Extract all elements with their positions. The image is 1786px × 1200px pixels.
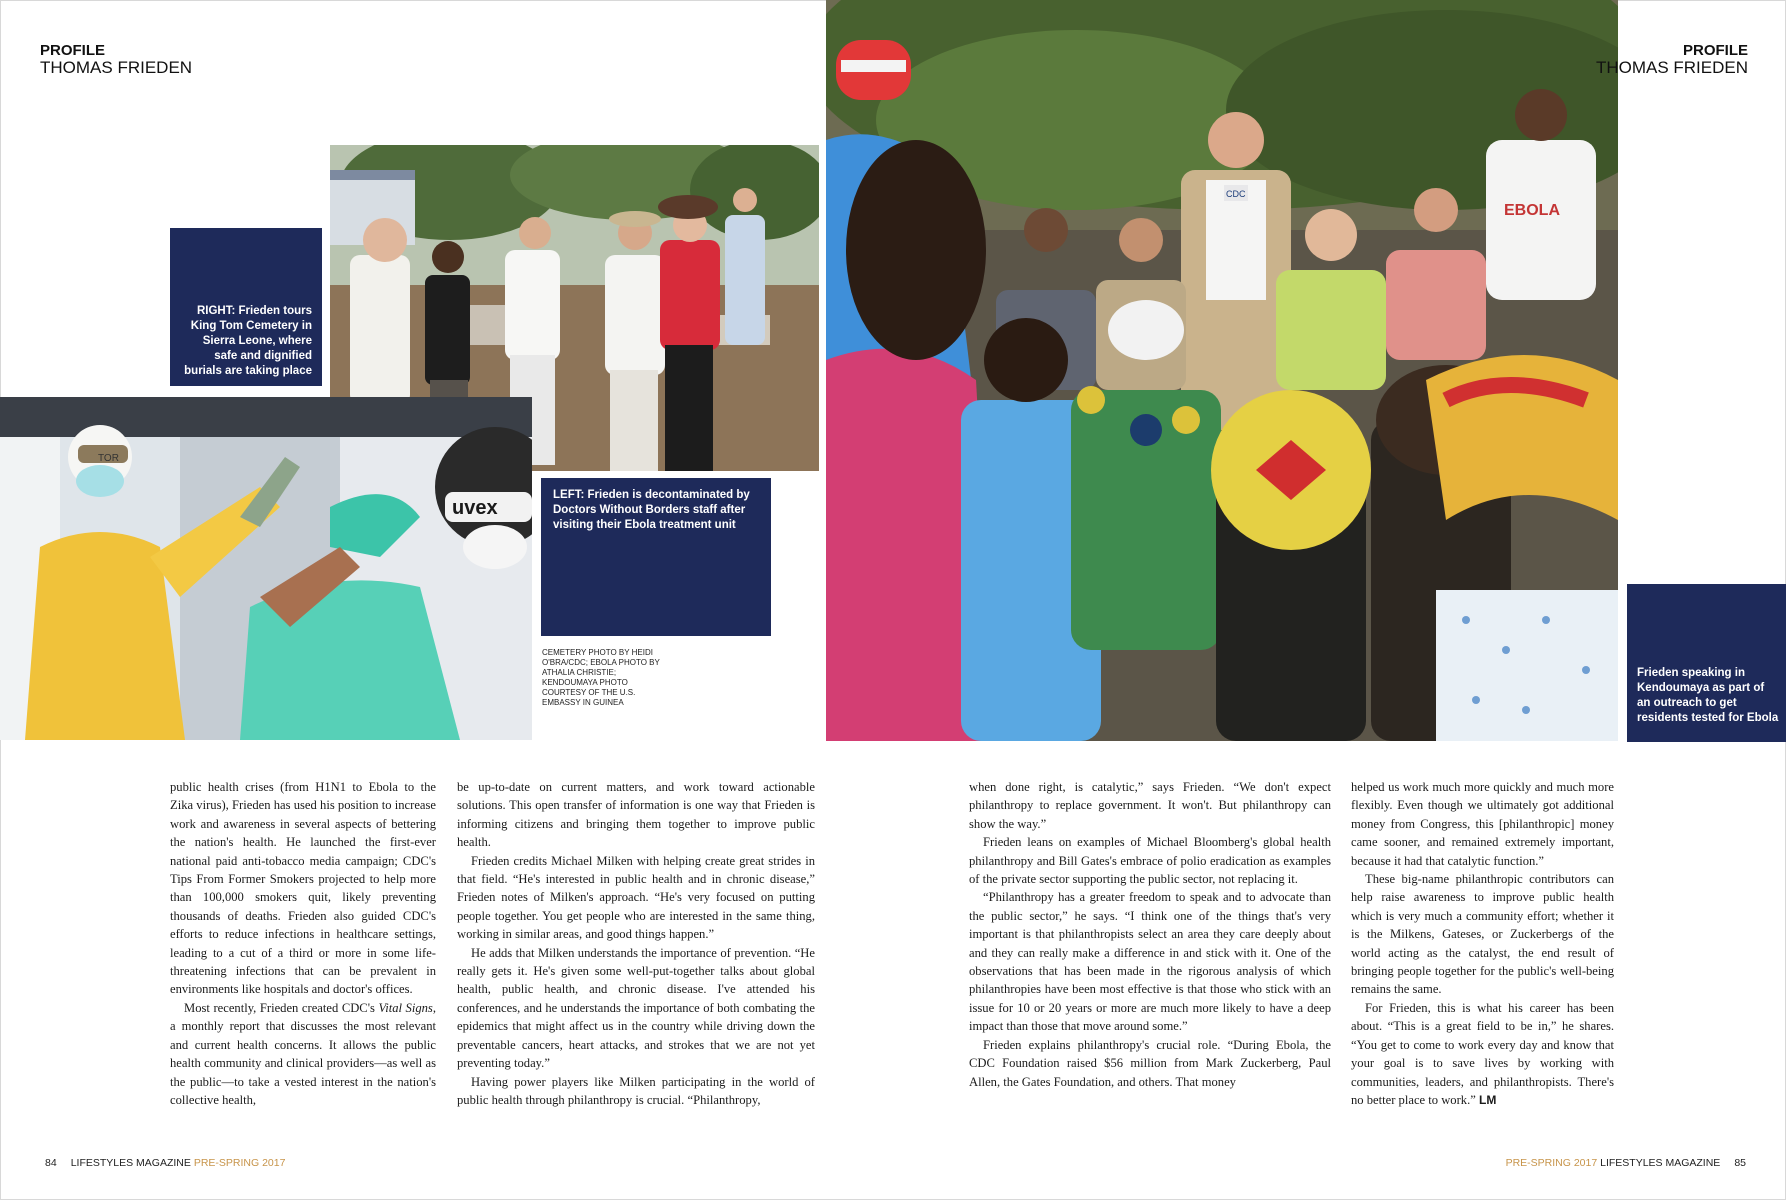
paragraph: Frieden explains philanthropy's crucial role. “During Ebola, the CDC Foundation raised $56 million from Mark Zuckerberg, Paul Allen, the Gates Foundation, and others. That money	[969, 1037, 1331, 1089]
body-column-3	[969, 778, 1331, 1091]
paragraph: “Philanthropy has a greater freedom to speak and to advocate than the public sector,” he says. “I think one of the things that's very important is that philanthropists select an area they care deeply about and they can really make a difference in and stick with it. One of the observations that has been made in the rigorous analysis of which philanthropies have been most effective is that those who stick with an issue for 10 or 20 years or more are much more likely to have a deep impact than those that move around some.”	[969, 890, 1331, 1034]
paragraph: helped us work much more quickly and much more flexibly. Even though we ultimately got additional money from Congress, this [philanthropic] money came sooner, and remained extremely important, because it had that catalytic function.”	[1351, 780, 1614, 868]
paragraph: He adds that Milken understands the importance of prevention. “He really gets it. He's given some well-put-together talks about global health, public health, and chronic disease. I've attended his conferences, and he understands the importance of both combating the epidemics that might affect us in the country while driving down the preventable cancers, heart attacks, and strokes that we are not yet preventing today.”	[457, 945, 815, 1071]
paragraph: public health crises (from H1N1 to Ebola to the Zika virus), Frieden has used his position to increase work and awareness in several aspects of bettering the nation's health. He launched the first-ever national paid anti-tobacco media campaign; CDC's Tips From Former Smokers projected to help more than 100,000 smokers quit, likely preventing thousands of deaths. Frieden also guided CDC's efforts to reduce infections in healthcare settings, leading to a cut of a third or more in some life-threatening infections that can be prevalent in environments like hospitals and doctor's offices.	[170, 780, 436, 997]
section-label: PROFILE	[40, 42, 106, 59]
caption-decontamination: LEFT: Frieden is decontaminated by Doctors Without Borders staff after visiting their Ebola treatment unit	[541, 478, 771, 636]
text-run: For Frieden, this is what his career has been about. “This is a great field to be in,” he shares. “You get to come to work every day and know that your goal is to save lives by working with communities, leaders, and philanthropists. There's no better place to work.”	[1351, 1000, 1614, 1107]
caption-cemetery: RIGHT: Frieden tours King Tom Cemetery in Sierra Leone, where safe and dignified burials are taking place	[170, 228, 322, 386]
profile-name: THOMAS FRIEDEN	[1595, 58, 1748, 77]
paragraph: These big-name philanthropic contributors can help raise awareness to improve public health which is very much a community effort; whether it is the Milkens, Gateses, or Zuckerbergs of the world acting as the catalyst, the end result of bringing people together for the public's well-being remains the same.	[1351, 872, 1614, 997]
paragraph: when done right, is catalytic,” says Frieden. “We don't expect philanthropy to replace government. It won't. But philanthropy can show the way.”	[969, 780, 1331, 831]
paragraph: Frieden leans on examples of Michael Bloomberg's global health philanthropy and Bill Gates's embrace of polio eradication as examples of the private sector supporting the public sector, not replacing it.	[969, 835, 1331, 887]
body-column-2	[457, 778, 815, 1109]
paragraph: Having power players like Milken participating in the world of public health through philanthropy is crucial. “Philanthropy,	[457, 1074, 815, 1107]
running-header-right	[1596, 42, 1748, 76]
running-header-left	[40, 42, 192, 76]
apron-label: uvex	[452, 497, 498, 519]
paragraph	[1351, 999, 1614, 1109]
kendoumaya-outreach-photo	[826, 0, 1618, 741]
paragraph	[170, 999, 436, 1109]
publication-title: Vital Signs	[378, 1000, 433, 1015]
magazine-name: LIFESTYLES MAGAZINE	[1600, 1157, 1721, 1169]
issue-season: PRE-SPRING 2017	[1505, 1157, 1598, 1169]
caption-kendoumaya: Frieden speaking in Kendoumaya as part of an outreach to get residents tested for Ebola	[1627, 584, 1786, 742]
end-mark: LM	[1479, 1092, 1497, 1107]
text-run: Most recently, Frieden created CDC's	[184, 1000, 379, 1015]
section-label: PROFILE	[1682, 42, 1748, 59]
paragraph: Frieden credits Michael Milken with helping create great strides in that field. “He's interested in public health and in chronic disease,” Frieden notes of Milken's approach. “He's very focused on putting people together. You get people who are interested in the same thing, working in similar areas, and good things happen.”	[457, 853, 815, 942]
footer-right	[1506, 1157, 1746, 1169]
vest-label: CDC	[1226, 189, 1246, 199]
text-run: , a monthly report that discusses the most relevant and current health concerns. It allows the public health community and clinical providers—as well as the public—to take a vested interest in the nation's collective health,	[170, 1000, 436, 1107]
body-column-1	[170, 778, 436, 1109]
profile-name: THOMAS FRIEDEN	[40, 58, 193, 77]
hood-label: TOR	[98, 453, 119, 464]
ebola-decontamination-photo	[0, 397, 532, 740]
paragraph: be up-to-date on current matters, and work toward actionable solutions. This open transfer of information is one way that Frieden is informing citizens and bringing them together to improve public health.	[457, 780, 815, 850]
magazine-name: LIFESTYLES MAGAZINE	[70, 1157, 191, 1169]
shirt-label: EBOLA	[1504, 202, 1560, 219]
page-number: 85	[1734, 1157, 1746, 1169]
photo-credits: CEMETERY PHOTO BY HEIDI O'BRA/CDC; EBOLA PHOTO BY ATHALIA CHRISTIE; KENDOUMAYA PHOTO COURTESY OF THE U.S. EMBASSY IN GUINEA	[542, 648, 660, 707]
issue-season: PRE-SPRING 2017	[193, 1157, 286, 1169]
footer-left	[45, 1157, 285, 1169]
page-number: 84	[45, 1157, 57, 1169]
body-column-4	[1351, 778, 1614, 1109]
